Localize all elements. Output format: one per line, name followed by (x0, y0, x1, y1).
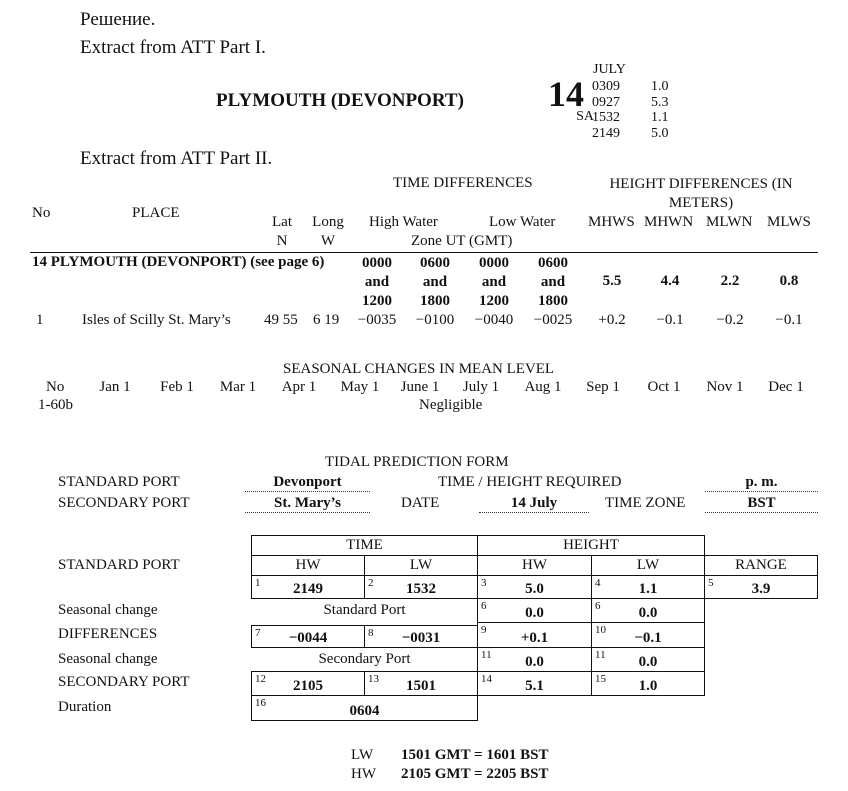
row-label-standard-port: STANDARD PORT (58, 557, 180, 573)
std-time-col (474, 254, 514, 311)
att1-time: 0309 (592, 79, 620, 94)
att1-month: JULY (593, 62, 626, 77)
row-label-duration: Duration (58, 699, 112, 715)
seasonal-note: Negligible (419, 397, 483, 413)
range-header-cell (704, 555, 818, 576)
standard-port-row-label: 14 PLYMOUTH (DEVONPORT) (see page 6) (32, 254, 325, 270)
std-time-value: 1800 (538, 293, 568, 309)
height-lw-header: LW (636, 557, 660, 573)
std-time-value: 1200 (362, 293, 392, 309)
std-time-col (415, 254, 455, 311)
cell-number: 9 (481, 624, 487, 636)
cell-11b (591, 647, 705, 672)
seasonal-month: Oct 1 (647, 379, 681, 395)
time-lw-header: LW (409, 557, 433, 573)
std-time-col (357, 254, 397, 311)
seasonal-month: Feb 1 (160, 379, 194, 395)
cell-value: −0044 (288, 630, 328, 646)
cell-12 (251, 671, 365, 696)
cell-number: 10 (595, 624, 606, 636)
cell-number: 7 (255, 627, 261, 639)
cell-5 (704, 575, 818, 599)
sec-height-diff: −0.2 (716, 312, 744, 328)
height-header: HEIGHT (563, 537, 619, 553)
height-header-cell (477, 535, 705, 556)
att1-time: 2149 (592, 125, 620, 141)
cell-2 (364, 575, 478, 599)
seasonal-title: SEASONAL CHANGES IN MEAN LEVEL (283, 361, 555, 377)
time-hw-header: HW (295, 557, 321, 573)
secondary-port-value: St. Mary’s (245, 495, 370, 513)
std-time-value: 0600 (420, 255, 450, 271)
and-word: and (481, 274, 507, 290)
date-value: 14 July (479, 495, 589, 513)
att1-day: 14 (548, 74, 584, 114)
std-time-col (533, 254, 573, 311)
sec-row-no: 1 (36, 312, 44, 328)
col-long-header: Long (312, 214, 344, 230)
std-time-value: 0000 (479, 255, 509, 271)
result-hw-label: HW (351, 766, 376, 782)
height-hw-header: HW (522, 557, 547, 573)
time-height-label: TIME / HEIGHT REQUIRED (438, 474, 622, 490)
col-no-header: No (32, 205, 51, 221)
time-header-cell (251, 535, 478, 556)
cell-15 (591, 671, 705, 696)
cell-number: 13 (368, 673, 379, 685)
range-header: RANGE (735, 557, 787, 573)
row-label-seasonal-change: Seasonal change (58, 602, 158, 618)
seasonal-month: July 1 (462, 379, 500, 395)
and-word: and (422, 274, 448, 290)
time-header: TIME (346, 537, 383, 553)
std-time-value: 1800 (420, 293, 450, 309)
cell-value: 1.0 (638, 678, 658, 694)
cell-value: 1532 (406, 581, 436, 597)
cell-value: 2149 (293, 581, 323, 597)
form-title: TIDAL PREDICTION FORM (325, 454, 509, 470)
sec-height-diff: −0.1 (656, 312, 684, 328)
cell-number: 11 (481, 649, 492, 661)
cell-11a (477, 647, 592, 672)
std-time-value: 0000 (362, 255, 392, 271)
att1-time: 0927 (592, 94, 620, 110)
sec-time-diff: −0025 (533, 312, 573, 328)
cell-value: 5.0 (525, 581, 544, 597)
cell-number: 4 (595, 577, 601, 589)
row-label-secondary-port: SECONDARY PORT (58, 674, 190, 690)
zone-header: Zone UT (GMT) (411, 233, 513, 249)
std-height-value: 4.4 (660, 273, 680, 289)
time-height-value: p. m. (705, 474, 818, 492)
result-hw-value: 2105 GMT = 2205 BST (401, 766, 549, 782)
cell-number: 15 (595, 673, 606, 685)
time-lw-header-cell (364, 555, 478, 576)
cell-value: 2105 (293, 678, 323, 694)
cell-10 (591, 622, 705, 648)
cell-value: −0.1 (634, 630, 662, 646)
seasonal-month: Aug 1 (524, 379, 562, 395)
cell-value: 0.0 (525, 654, 544, 670)
part2-heading: Extract from ATT Part II. (80, 148, 273, 169)
std-time-value: 0600 (538, 255, 568, 271)
std-height-value: 2.2 (720, 273, 740, 289)
cell-14 (477, 671, 592, 696)
seasonal-month: Apr 1 (281, 379, 317, 395)
col-place-header: PLACE (132, 205, 180, 221)
cell-number: 5 (708, 577, 714, 589)
secondary-port-mid-label: Secondary Port (318, 651, 411, 667)
cell-16 (251, 695, 478, 721)
att1-height: 5.3 (651, 94, 669, 110)
cell-number: 6 (595, 600, 601, 612)
row-label-differences: DIFFERENCES (58, 626, 158, 642)
cell-9 (477, 622, 592, 648)
col-lat-header: Lat (272, 214, 292, 230)
part1-heading: Extract from ATT Part I. (80, 37, 266, 58)
std-height-value: 5.5 (602, 273, 622, 289)
secondary-port-label: SECONDARY PORT (58, 495, 190, 511)
std-height-value: 0.8 (779, 273, 799, 289)
cell-number: 11 (595, 649, 606, 661)
height-lw-header-cell (591, 555, 705, 576)
cell-7 (251, 625, 365, 648)
cell-6a (477, 598, 592, 623)
seasonal-month: Mar 1 (219, 379, 257, 395)
standard-port-value: Devonport (245, 474, 370, 492)
std-time-value: 1200 (479, 293, 509, 309)
seasonal-no: No (46, 379, 65, 395)
standard-port-label: STANDARD PORT (58, 474, 180, 490)
cell-8 (364, 625, 478, 648)
att1-times (592, 79, 620, 141)
cell-value: 5.1 (525, 678, 544, 694)
height-hw-header-cell (477, 555, 592, 576)
seasonal-month: Nov 1 (706, 379, 744, 395)
att1-height: 5.0 (651, 125, 669, 141)
cell-1 (251, 575, 365, 599)
sec-row-place: Isles of Scilly St. Mary’s (82, 312, 231, 328)
col-long-unit: W (320, 233, 336, 249)
seasonal-month: June 1 (400, 379, 440, 395)
time-zone-label: TIME ZONE (605, 495, 686, 511)
date-label: DATE (401, 495, 440, 511)
sec-time-diff: −0040 (474, 312, 514, 328)
sec-row-long: 6 19 (313, 312, 340, 328)
seasonal-month: Sep 1 (586, 379, 620, 395)
sec-height-diff: −0.1 (775, 312, 803, 328)
cell-6b (591, 598, 705, 623)
solution-heading: Решение. (80, 9, 156, 30)
cell-number: 14 (481, 673, 492, 685)
att1-weekday: SA (576, 109, 594, 124)
cell-value: −0031 (401, 630, 441, 646)
cell-number: 6 (481, 600, 487, 612)
mlwn-header: MLWN (706, 214, 753, 230)
att1-height: 1.0 (651, 79, 669, 94)
table-header-divider (30, 252, 818, 253)
sec-height-diff: +0.2 (598, 312, 626, 328)
cell-value: 0.0 (638, 654, 658, 670)
standard-port-mid-label: Standard Port (323, 602, 406, 618)
att1-heights (651, 79, 669, 141)
high-water-header: High Water (369, 214, 438, 230)
result-lw-value: 1501 GMT = 1601 BST (401, 747, 549, 763)
cell-value: 1.1 (638, 581, 658, 597)
row-label-seasonal-change: Seasonal change (58, 651, 158, 667)
mlws-header: MLWS (767, 214, 811, 230)
seasonal-month: Jan 1 (99, 379, 131, 395)
time-zone-value: BST (705, 495, 818, 513)
result-lw-label: LW (351, 747, 374, 763)
low-water-header: Low Water (489, 214, 556, 230)
cell-number: 1 (255, 577, 261, 589)
sec-time-diff: −0035 (357, 312, 397, 328)
and-word: and (364, 274, 390, 290)
att1-height: 1.1 (651, 110, 669, 125)
cell-value: 0.0 (638, 605, 658, 621)
cell-number: 16 (255, 697, 266, 709)
cell-value: +0.1 (520, 630, 549, 646)
sec-row-lat: 49 55 (264, 312, 298, 328)
att1-time: 1532 (592, 110, 620, 125)
cell-number: 8 (368, 627, 374, 639)
seasonal-month: May 1 (340, 379, 380, 395)
col-lat-unit: N (276, 233, 288, 249)
sec-time-diff: −0100 (415, 312, 455, 328)
cell-3 (477, 575, 592, 599)
cell-number: 12 (255, 673, 266, 685)
seasonal-month: Dec 1 (768, 379, 804, 395)
att1-port-name: PLYMOUTH (DEVONPORT) (216, 90, 464, 111)
cell-value: 3.9 (751, 581, 771, 597)
time-hw-header-cell (251, 555, 365, 576)
time-differences-header: TIME DIFFERENCES (393, 175, 533, 191)
cell-number: 2 (368, 577, 374, 589)
cell-13 (364, 671, 478, 696)
cell-number: 3 (481, 577, 487, 589)
mhws-header: MHWS (588, 214, 635, 230)
cell-value: 0.0 (525, 605, 544, 621)
mhwn-header: MHWN (644, 214, 694, 230)
cell-value: 0604 (349, 703, 380, 719)
cell-4 (591, 575, 705, 599)
and-word: and (540, 274, 566, 290)
height-differences-header: HEIGHT DIFFERENCES (IN METERS) (609, 176, 793, 211)
cell-value: 1501 (406, 678, 436, 694)
seasonal-range: 1-60b (38, 397, 73, 413)
